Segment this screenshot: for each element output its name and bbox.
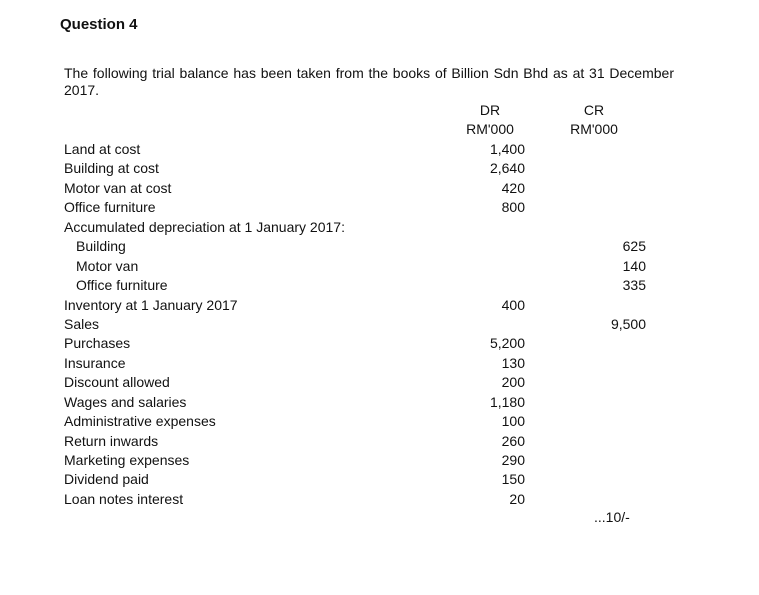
cr-column-header [556, 101, 632, 139]
row-dr-value: 5,200 [489, 335, 525, 352]
row-label: Land at cost [64, 141, 141, 157]
table-row [64, 296, 664, 315]
row-label: Wages and salaries [64, 393, 187, 410]
row-label: Administrative expenses [64, 413, 216, 430]
row-dr-value: 100 [501, 413, 525, 430]
table-row [64, 490, 664, 509]
table-row [64, 179, 664, 198]
table-row [64, 412, 664, 431]
question-title: Question 4 [60, 16, 138, 33]
table-row [64, 237, 664, 256]
row-cr-value: 140 [622, 257, 646, 274]
table-row [64, 373, 664, 392]
row-label: Loan notes interest [64, 490, 184, 507]
cr-heading: CR [583, 102, 605, 118]
row-label: Building [76, 238, 126, 255]
table-row [64, 218, 664, 237]
row-label: Marketing expenses [64, 452, 190, 468]
table-row [64, 159, 664, 178]
row-cr-value: 9,500 [610, 315, 646, 332]
table-row [64, 276, 664, 295]
table-row [64, 198, 664, 217]
row-label: Purchases [64, 335, 131, 352]
row-dr-value: 1,400 [489, 141, 525, 157]
row-dr-value: 800 [501, 199, 525, 216]
row-label: Sales [64, 315, 100, 332]
dr-column-header [452, 101, 528, 139]
row-dr-value: 130 [501, 354, 525, 371]
row-dr-value: 420 [501, 179, 525, 196]
table-row [64, 432, 664, 451]
row-label: Accumulated depreciation at 1 January 2017: [64, 218, 345, 235]
trial-balance-table [64, 140, 664, 509]
row-cr-value: 335 [622, 277, 646, 294]
table-row [64, 451, 664, 470]
row-label: Insurance [64, 354, 126, 371]
row-dr-value: 20 [509, 490, 525, 507]
row-label: Motor van at cost [64, 179, 172, 196]
dr-unit: RM'000 [466, 121, 514, 137]
table-row [64, 315, 664, 334]
row-label: Inventory at 1 January 2017 [64, 296, 238, 313]
row-dr-value: 260 [501, 432, 525, 449]
row-label: Building at cost [64, 160, 159, 177]
row-label: Discount allowed [64, 374, 170, 391]
page-continue-marker: ...10/- [594, 509, 630, 525]
row-dr-value: 200 [501, 374, 525, 391]
row-label: Dividend paid [64, 471, 149, 488]
row-label: Motor van [76, 257, 139, 274]
question-intro: The following trial balance has been taken from the books of Billion Sdn Bhd as at 31 December 2017. [64, 65, 674, 98]
row-dr-value: 290 [501, 452, 525, 468]
table-row [64, 393, 664, 412]
table-row [64, 354, 664, 373]
table-row [64, 140, 664, 159]
table-row [64, 470, 664, 489]
row-dr-value: 2,640 [489, 160, 525, 177]
table-row [64, 257, 664, 276]
cr-unit: RM'000 [570, 121, 618, 137]
row-dr-value: 1,180 [489, 393, 525, 410]
row-dr-value: 150 [501, 471, 525, 488]
row-label: Return inwards [64, 432, 159, 449]
row-label: Office furniture [64, 199, 156, 216]
table-row [64, 334, 664, 353]
row-cr-value: 625 [622, 238, 646, 255]
row-dr-value: 400 [501, 296, 525, 313]
row-label: Office furniture [76, 277, 168, 294]
dr-heading: DR [479, 102, 501, 118]
